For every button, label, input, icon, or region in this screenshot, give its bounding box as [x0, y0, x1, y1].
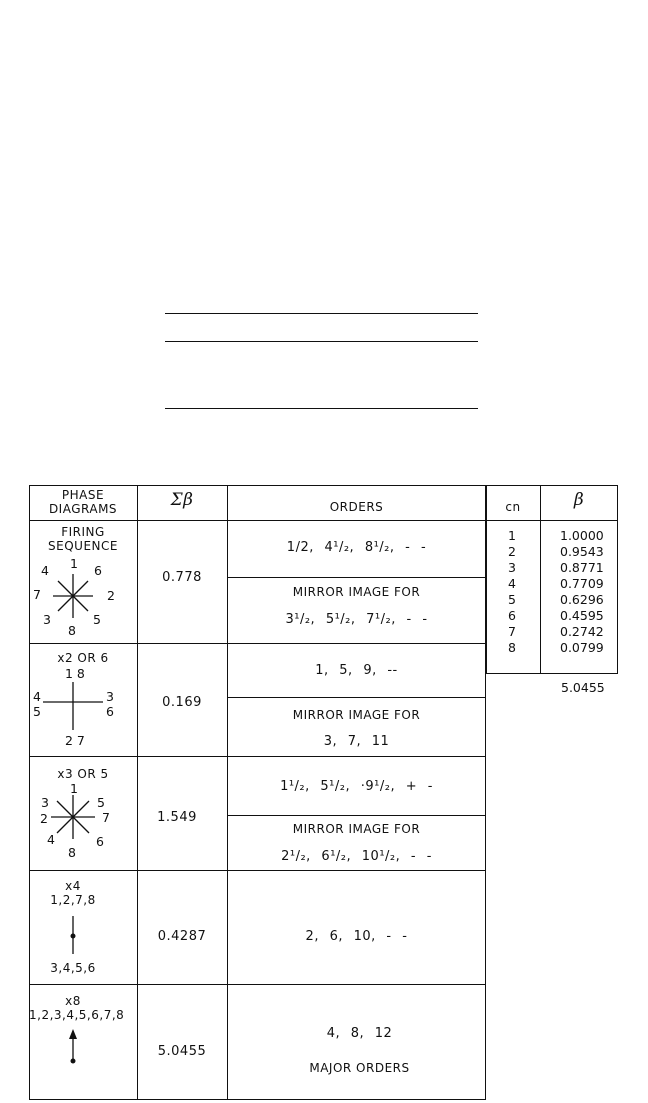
header-divider — [29, 520, 486, 521]
cross-label-bottom: 2 7 — [65, 733, 85, 748]
row2-orders: 1, 5, 9, -- — [315, 663, 398, 678]
row2-mirror-orders: 3, 7, 11 — [323, 734, 390, 749]
cross-label-right-upper: 3 — [106, 689, 114, 704]
cross-label-left-upper: 4 — [33, 689, 41, 704]
row1-diagram-label: FIRING SEQUENCE — [48, 525, 118, 553]
star2-label-bottom: 8 — [68, 845, 76, 860]
star2-label-left: 2 — [40, 811, 48, 826]
row1-sum-beta: 0.778 — [162, 570, 202, 585]
star2-label-bottom-right: 6 — [96, 834, 104, 849]
row1-mirror-orders: 3¹/₂, 5¹/₂, 7¹/₂, - - — [285, 612, 428, 627]
orders-divider-1 — [227, 577, 486, 578]
beta-cell: 0.4595 — [560, 608, 604, 623]
rule-bottom — [165, 408, 478, 409]
cn-cell: 1 — [508, 528, 516, 543]
cn-cell: 5 — [508, 592, 516, 607]
row-divider-1 — [29, 643, 486, 644]
row1-mirror-label: MIRROR IMAGE FOR — [292, 585, 421, 599]
row4-diagram-label: x4 1,2,7,8 — [50, 879, 96, 907]
row4-orders: 2, 6, 10, - - — [305, 929, 408, 944]
star1-label-top-left: 4 — [41, 563, 49, 578]
cross-diagram — [33, 680, 113, 740]
row2-sum-beta: 0.169 — [162, 695, 202, 710]
row-divider-4 — [29, 984, 486, 985]
star1-label-top-right: 6 — [94, 563, 102, 578]
row3-sum-beta: 1.549 — [157, 810, 197, 825]
row-divider-2 — [29, 756, 486, 757]
cn-cell: 3 — [508, 560, 516, 575]
x3-star-diagram — [33, 779, 133, 859]
row5-orders-note: MAJOR ORDERS — [309, 1061, 410, 1075]
rule-middle — [165, 341, 478, 342]
header-orders: ORDERS — [329, 500, 384, 514]
header-sum-beta: Σβ — [170, 490, 194, 510]
row3-mirror-label: MIRROR IMAGE FOR — [292, 822, 421, 836]
row5-orders: 4, 8, 12 — [326, 1026, 393, 1041]
header-cn: cn — [505, 500, 521, 514]
cn-cell: 7 — [508, 624, 516, 639]
cn-cell: 8 — [508, 640, 516, 655]
row5-sum-beta: 5.0455 — [157, 1044, 207, 1059]
beta-cell: 0.0799 — [560, 640, 604, 655]
x4-line-diagram — [63, 912, 83, 962]
orders-divider-3 — [227, 815, 486, 816]
beta-cell: 0.6296 — [560, 592, 604, 607]
row4-sum-beta: 0.4287 — [157, 929, 207, 944]
header-beta: β — [573, 490, 585, 510]
cross-label-top: 1 8 — [65, 666, 85, 681]
row-divider-3 — [29, 870, 486, 871]
cn-cell: 2 — [508, 544, 516, 559]
row2-mirror-label: MIRROR IMAGE FOR — [292, 708, 421, 722]
right-header-divider — [486, 520, 618, 521]
cross-label-left-lower: 5 — [33, 704, 41, 719]
beta-cell: 0.9543 — [560, 544, 604, 559]
orders-divider-2 — [227, 697, 486, 698]
right-col-divider — [540, 485, 541, 674]
star1-label-left: 7 — [33, 587, 41, 602]
beta-total: 5.0455 — [561, 680, 605, 695]
row2-diagram-label: x2 OR 6 — [57, 651, 109, 665]
star2-label-top-left: 3 — [41, 795, 49, 810]
star2-label-right: 7 — [102, 810, 110, 825]
row4-diagram-bottom-label: 3,4,5,6 — [50, 961, 96, 975]
beta-cell: 0.7709 — [560, 576, 604, 591]
beta-cell: 0.2742 — [560, 624, 604, 639]
row1-orders: 1/2, 4¹/₂, 8¹/₂, - - — [286, 540, 427, 555]
cn-cell: 4 — [508, 576, 516, 591]
header-phase-diagrams: PHASE DIAGRAMS — [48, 488, 118, 516]
x8-arrow-diagram — [63, 1027, 83, 1077]
row3-diagram-label: x3 OR 5 — [57, 767, 109, 781]
star1-label-right: 2 — [107, 588, 115, 603]
beta-cell: 0.8771 — [560, 560, 604, 575]
rule-top — [165, 313, 478, 314]
star2-label-top: 1 — [70, 781, 78, 796]
row3-mirror-orders: 2¹/₂, 6¹/₂, 10¹/₂, - - — [281, 849, 432, 864]
cross-label-right-lower: 6 — [106, 704, 114, 719]
beta-cell: 1.0000 — [560, 528, 604, 543]
row3-orders: 1¹/₂, 5¹/₂, ·9¹/₂, + - — [280, 779, 433, 794]
star1-label-bottom-left: 3 — [43, 612, 51, 627]
star1-label-bottom-right: 5 — [93, 612, 101, 627]
star2-label-top-right: 5 — [97, 795, 105, 810]
star1-label-bottom: 8 — [68, 623, 76, 638]
star1-label-top: 1 — [70, 556, 78, 571]
star2-label-bottom-left: 4 — [47, 832, 55, 847]
cn-cell: 6 — [508, 608, 516, 623]
row5-diagram-label: x8 1,2,3,4,5,6,7,8 — [29, 994, 125, 1022]
